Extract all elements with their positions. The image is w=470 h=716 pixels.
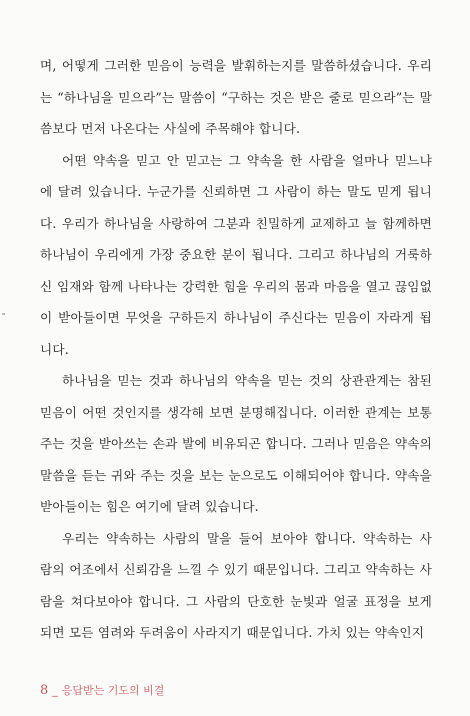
text-line: 니다. [40, 341, 69, 357]
footer-separator: _ [52, 684, 58, 697]
text-line: 주는 것을 받아쓰는 손과 발에 비유되곤 합니다. 그러나 믿음은 약속의 [40, 436, 432, 451]
paragraph [40, 50, 432, 145]
text-line: 람을 쳐다보아야 합니다. 그 사람의 단호한 눈빛과 얼굴 표정을 보게 [40, 593, 432, 609]
book-title: 응답받는 기도의 비결 [61, 684, 165, 697]
text-line: 어떤 약속을 믿고 안 믿고는 그 약속을 한 사람을 얼마나 믿느냐 [62, 152, 432, 168]
paragraph [40, 365, 432, 523]
text-line: 는 “하나님을 믿으라”는 말씀이 “구하는 것은 받은 줄로 믿으라”는 말 [40, 89, 432, 105]
text-line: 람의 어조에서 신뢰감을 느낄 수 있기 때문입니다. 그리고 약속하는 사 [40, 562, 432, 577]
text-line: 씀보다 먼저 나온다는 사실에 주목해야 합니다. [40, 121, 301, 136]
text-line: 이 받아들이면 무엇을 구하든지 하나님이 주신다는 믿음이 자라게 됩 [40, 310, 432, 325]
page-footer [40, 682, 164, 698]
text-line: 하나님이 우리에게 가장 중요한 분이 됩니다. 그리고 하나님의 거룩하 [40, 247, 432, 262]
text-line: 며, 어떻게 그러한 믿음이 능력을 발휘하는지를 말씀하셨습니다. 우리 [40, 58, 432, 73]
text-line: 받아들이는 힘은 여기에 달려 있습니다. [40, 499, 259, 514]
text-line: 신 임재와 함께 나타나는 강력한 힘을 우리의 몸과 마음을 열고 끊임없 [40, 278, 432, 294]
text-line: 에 달려 있습니다. 누군가를 신뢰하면 그 사람이 하는 말도 믿게 됩니 [40, 184, 432, 199]
page-number: 8 [40, 683, 49, 698]
paragraph [40, 523, 432, 649]
text-line: 하나님을 믿는 것과 하나님의 약속을 믿는 것의 상관관계는 참된 [62, 373, 432, 388]
text-line: 믿음이 어떤 것인지를 생각해 보면 분명해집니다. 이러한 관계는 보통 [40, 404, 432, 420]
text-line: 말씀을 듣는 귀와 주는 것을 보는 눈으로도 이해되어야 합니다. 약속을 [40, 467, 432, 483]
paragraph [40, 145, 432, 366]
text-line: 되면 모든 염려와 두려움이 사라지기 때문입니다. 가치 있는 약속인지 [40, 625, 425, 640]
text-line: 다. 우리가 하나님을 사랑하여 그분과 친밀하게 교제하고 늘 함께하면 [40, 215, 432, 231]
margin-mark [2, 313, 5, 315]
text-line: 우리는 약속하는 사람의 말을 들어 보아야 합니다. 약속하는 사 [62, 530, 432, 546]
body-text [40, 50, 432, 649]
